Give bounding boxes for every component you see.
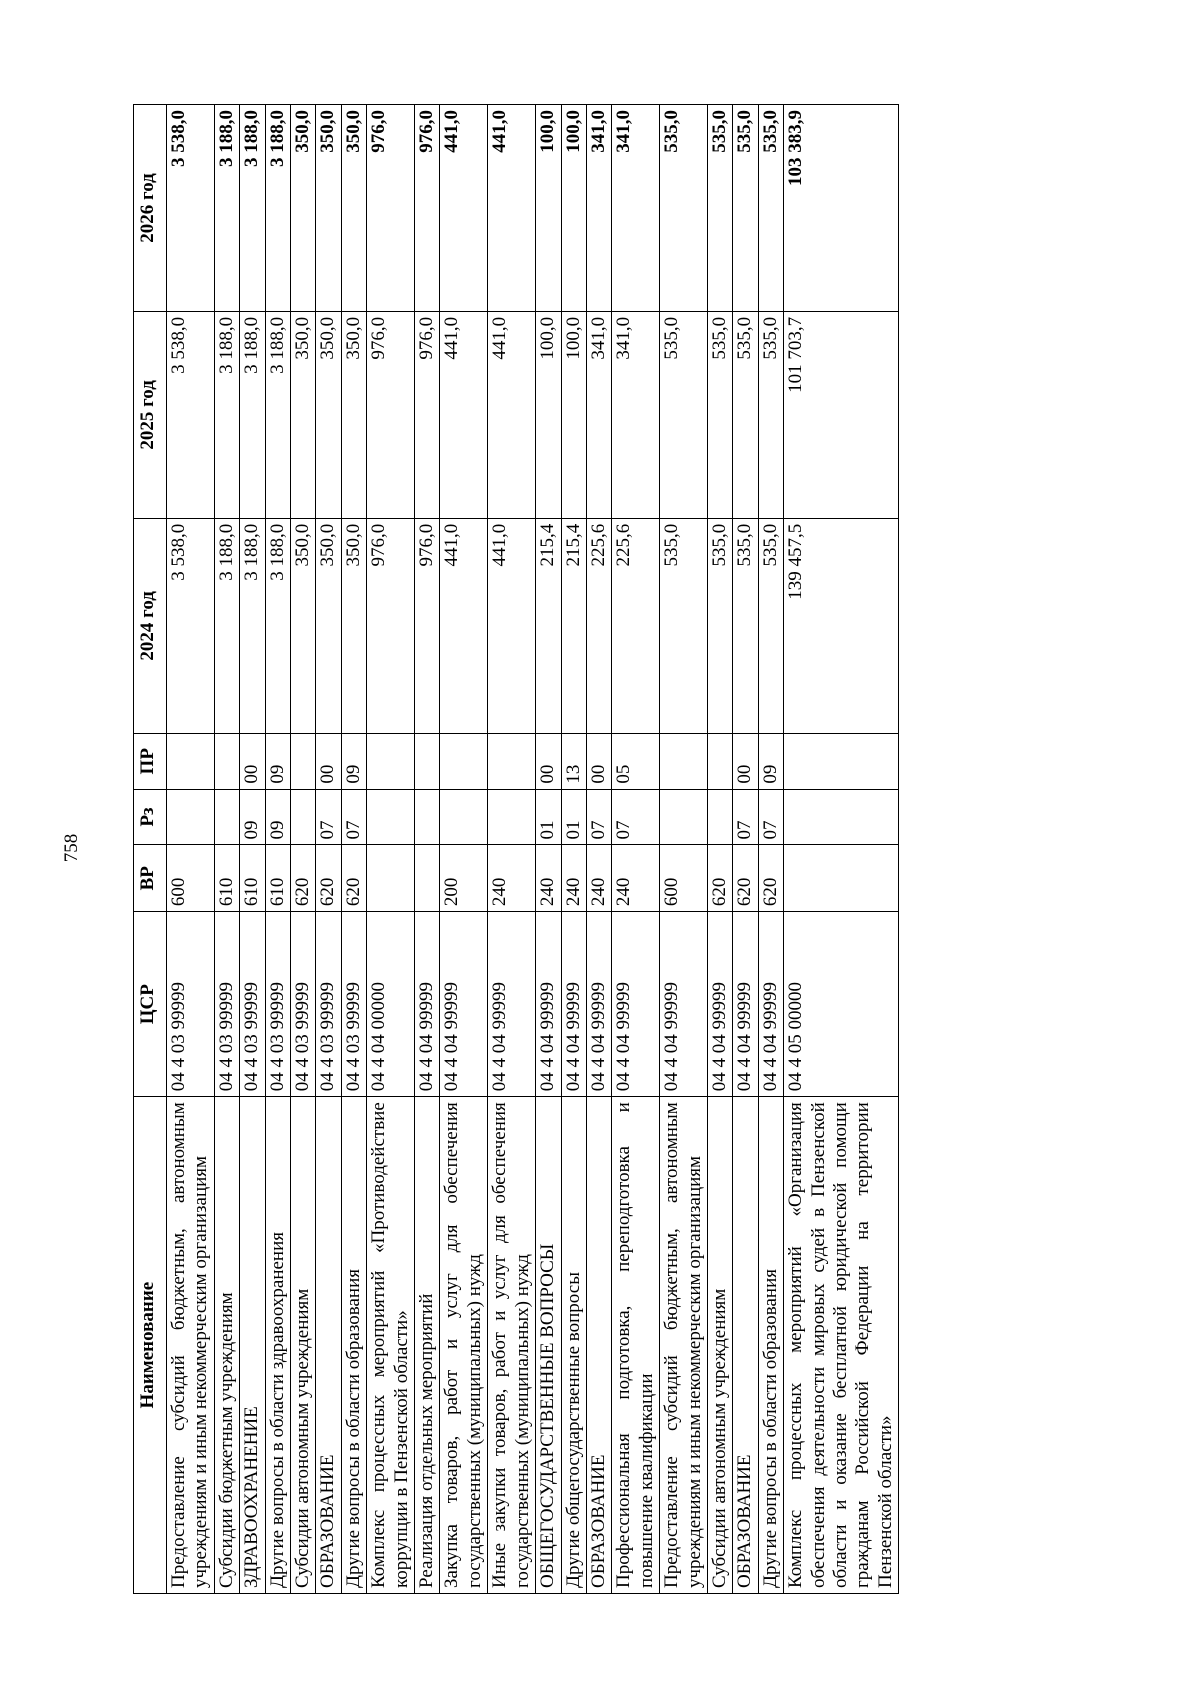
- cell-y2024: 215,4: [561, 518, 586, 733]
- cell-vr: 240: [536, 845, 561, 912]
- cell-pr: 00: [316, 733, 341, 789]
- cell-vr: 620: [733, 845, 758, 912]
- cell-y2025: 976,0: [415, 311, 440, 518]
- cell-name: Профессиональная подготовка, переподготовка и повышение квалификации: [612, 1097, 660, 1594]
- cell-name: ЗДРАВООХРАНЕНИЕ: [240, 1097, 265, 1594]
- table-row: [291, 105, 316, 1594]
- cell-rz: 09: [265, 789, 290, 845]
- cell-y2025: 350,0: [291, 311, 316, 518]
- cell-y2024: 441,0: [440, 518, 488, 733]
- cell-pr: 00: [586, 733, 611, 789]
- cell-y2025: 3 188,0: [214, 311, 239, 518]
- cell-csr: 04 4 04 99999: [612, 912, 660, 1097]
- table-row: [316, 105, 341, 1594]
- cell-y2025: 441,0: [488, 311, 536, 518]
- table-row: [733, 105, 758, 1594]
- cell-rz: 07: [586, 789, 611, 845]
- cell-rz: [415, 789, 440, 845]
- cell-rz: [214, 789, 239, 845]
- table-row: [707, 105, 732, 1594]
- cell-pr: 09: [341, 733, 366, 789]
- cell-vr: 610: [240, 845, 265, 912]
- cell-csr: 04 4 03 99999: [265, 912, 290, 1097]
- cell-pr: [415, 733, 440, 789]
- header-rz: Рз: [134, 789, 167, 845]
- cell-y2025: 535,0: [758, 311, 783, 518]
- cell-vr: 620: [758, 845, 783, 912]
- cell-csr: 04 4 03 99999: [291, 912, 316, 1097]
- cell-y2024: 215,4: [536, 518, 561, 733]
- cell-y2026: 976,0: [415, 105, 440, 312]
- cell-y2026: 341,0: [612, 105, 660, 312]
- cell-y2026: 350,0: [341, 105, 366, 312]
- cell-y2024: 535,0: [660, 518, 708, 733]
- table-row: [536, 105, 561, 1594]
- cell-y2024: 225,6: [586, 518, 611, 733]
- cell-y2024: 225,6: [612, 518, 660, 733]
- rotated-table-wrapper: [133, 104, 1028, 1594]
- cell-y2024: 3 188,0: [214, 518, 239, 733]
- cell-y2026: 350,0: [291, 105, 316, 312]
- cell-name: Комплекс процессных мероприятий «Противодействие коррупции в Пензенской области»: [367, 1097, 415, 1594]
- cell-name: Другие вопросы в области здравоохранения: [265, 1097, 290, 1594]
- cell-name: Реализация отдельных мероприятий: [415, 1097, 440, 1594]
- cell-y2024: 976,0: [415, 518, 440, 733]
- table-row: [214, 105, 239, 1594]
- cell-y2026: 3 188,0: [214, 105, 239, 312]
- cell-y2025: 341,0: [612, 311, 660, 518]
- cell-pr: [784, 733, 899, 789]
- cell-rz: [367, 789, 415, 845]
- cell-csr: 04 4 05 00000: [784, 912, 899, 1097]
- cell-pr: [167, 733, 215, 789]
- cell-pr: 05: [612, 733, 660, 789]
- page-number: 758: [61, 833, 82, 863]
- cell-y2026: 341,0: [586, 105, 611, 312]
- cell-y2024: 350,0: [316, 518, 341, 733]
- cell-name: ОБРАЗОВАНИЕ: [733, 1097, 758, 1594]
- header-pr: ПР: [134, 733, 167, 789]
- cell-y2026: 535,0: [733, 105, 758, 312]
- cell-y2026: 103 383,9: [784, 105, 899, 312]
- cell-y2026: 3 538,0: [167, 105, 215, 312]
- cell-name: Субсидии автономным учреждениям: [707, 1097, 732, 1594]
- table-row: [488, 105, 536, 1594]
- cell-rz: [784, 789, 899, 845]
- budget-table: [133, 104, 899, 1594]
- table-row: [440, 105, 488, 1594]
- cell-y2025: 976,0: [367, 311, 415, 518]
- cell-y2026: 3 188,0: [265, 105, 290, 312]
- cell-name: ОБРАЗОВАНИЕ: [316, 1097, 341, 1594]
- cell-vr: 240: [612, 845, 660, 912]
- cell-pr: 09: [758, 733, 783, 789]
- cell-csr: 04 4 04 00000: [367, 912, 415, 1097]
- cell-y2026: 535,0: [758, 105, 783, 312]
- header-2026: 2026 год: [134, 105, 167, 312]
- cell-name: ОБРАЗОВАНИЕ: [586, 1097, 611, 1594]
- cell-y2025: 350,0: [341, 311, 366, 518]
- cell-vr: [415, 845, 440, 912]
- cell-pr: [488, 733, 536, 789]
- cell-rz: [660, 789, 708, 845]
- cell-y2025: 3 188,0: [240, 311, 265, 518]
- cell-y2026: 100,0: [536, 105, 561, 312]
- cell-y2025: 100,0: [561, 311, 586, 518]
- cell-y2025: 535,0: [660, 311, 708, 518]
- cell-csr: 04 4 04 99999: [586, 912, 611, 1097]
- cell-y2024: 139 457,5: [784, 518, 899, 733]
- cell-csr: 04 4 04 99999: [536, 912, 561, 1097]
- cell-y2026: 441,0: [488, 105, 536, 312]
- cell-csr: 04 4 04 99999: [440, 912, 488, 1097]
- cell-y2026: 535,0: [707, 105, 732, 312]
- cell-y2026: 441,0: [440, 105, 488, 312]
- cell-rz: 07: [612, 789, 660, 845]
- table-row: [784, 105, 899, 1594]
- cell-csr: 04 4 04 99999: [707, 912, 732, 1097]
- cell-y2024: 535,0: [733, 518, 758, 733]
- cell-rz: 07: [758, 789, 783, 845]
- cell-name: ОБЩЕГОСУДАРСТВЕННЫЕ ВОПРОСЫ: [536, 1097, 561, 1594]
- cell-y2025: 535,0: [733, 311, 758, 518]
- cell-vr: 620: [316, 845, 341, 912]
- cell-vr: 610: [214, 845, 239, 912]
- table-row: [265, 105, 290, 1594]
- cell-rz: 01: [536, 789, 561, 845]
- cell-rz: 07: [733, 789, 758, 845]
- cell-csr: 04 4 03 99999: [167, 912, 215, 1097]
- cell-vr: 240: [488, 845, 536, 912]
- table-row: [367, 105, 415, 1594]
- cell-y2024: 3 188,0: [265, 518, 290, 733]
- table-row: [341, 105, 366, 1594]
- cell-y2025: 3 538,0: [167, 311, 215, 518]
- cell-name: Субсидии бюджетным учреждениям: [214, 1097, 239, 1594]
- cell-rz: [167, 789, 215, 845]
- cell-name: Другие общегосударственные вопросы: [561, 1097, 586, 1594]
- cell-pr: 00: [240, 733, 265, 789]
- cell-y2024: 350,0: [291, 518, 316, 733]
- cell-csr: 04 4 04 99999: [733, 912, 758, 1097]
- cell-pr: [367, 733, 415, 789]
- cell-pr: 13: [561, 733, 586, 789]
- cell-vr: [784, 845, 899, 912]
- cell-vr: 240: [561, 845, 586, 912]
- cell-vr: 600: [167, 845, 215, 912]
- cell-vr: 600: [660, 845, 708, 912]
- cell-name: Закупка товаров, работ и услуг для обеспечения государственных (муниципальных) нужд: [440, 1097, 488, 1594]
- cell-rz: [440, 789, 488, 845]
- table-row: [240, 105, 265, 1594]
- cell-csr: 04 4 04 99999: [758, 912, 783, 1097]
- table-row: [415, 105, 440, 1594]
- cell-vr: 610: [265, 845, 290, 912]
- cell-csr: 04 4 03 99999: [214, 912, 239, 1097]
- cell-y2025: 341,0: [586, 311, 611, 518]
- cell-name: Другие вопросы в области образования: [758, 1097, 783, 1594]
- cell-y2025: 350,0: [316, 311, 341, 518]
- cell-pr: 00: [536, 733, 561, 789]
- cell-name: Комплекс процессных мероприятий «Организация обеспечения деятельности мировых судей в Пензенской области и оказание бесплатной юридической помощи гражданам Российской Федерации на территории Пензенской области»: [784, 1097, 899, 1594]
- cell-csr: 04 4 04 99999: [415, 912, 440, 1097]
- cell-pr: [660, 733, 708, 789]
- cell-rz: 01: [561, 789, 586, 845]
- cell-vr: 200: [440, 845, 488, 912]
- cell-y2024: 3 188,0: [240, 518, 265, 733]
- cell-csr: 04 4 04 99999: [488, 912, 536, 1097]
- table-row: [758, 105, 783, 1594]
- table-row: [612, 105, 660, 1594]
- header-vr: ВР: [134, 845, 167, 912]
- header-name: Наименование: [134, 1097, 167, 1594]
- cell-rz: 07: [341, 789, 366, 845]
- cell-y2024: 350,0: [341, 518, 366, 733]
- cell-y2025: 441,0: [440, 311, 488, 518]
- cell-y2024: 535,0: [758, 518, 783, 733]
- table-row: [561, 105, 586, 1594]
- cell-y2025: 535,0: [707, 311, 732, 518]
- cell-y2024: 535,0: [707, 518, 732, 733]
- cell-name: Другие вопросы в области образования: [341, 1097, 366, 1594]
- cell-y2024: 441,0: [488, 518, 536, 733]
- cell-csr: 04 4 04 99999: [660, 912, 708, 1097]
- cell-csr: 04 4 03 99999: [240, 912, 265, 1097]
- cell-pr: 09: [265, 733, 290, 789]
- header-2025: 2025 год: [134, 311, 167, 518]
- cell-csr: 04 4 04 99999: [561, 912, 586, 1097]
- cell-pr: [440, 733, 488, 789]
- cell-y2026: 535,0: [660, 105, 708, 312]
- cell-pr: [707, 733, 732, 789]
- header-row: [134, 105, 167, 1594]
- cell-pr: [214, 733, 239, 789]
- table-header: [134, 105, 167, 1594]
- table-row: [167, 105, 215, 1594]
- cell-vr: 620: [707, 845, 732, 912]
- table-body: [167, 105, 899, 1594]
- cell-rz: [291, 789, 316, 845]
- cell-y2026: 976,0: [367, 105, 415, 312]
- cell-rz: 07: [316, 789, 341, 845]
- cell-y2024: 3 538,0: [167, 518, 215, 733]
- table-row: [660, 105, 708, 1594]
- cell-vr: [367, 845, 415, 912]
- cell-name: Предоставление субсидий бюджетным, автономным учреждениям и иным некоммерческим организациям: [660, 1097, 708, 1594]
- cell-y2025: 100,0: [536, 311, 561, 518]
- cell-csr: 04 4 03 99999: [316, 912, 341, 1097]
- cell-vr: 240: [586, 845, 611, 912]
- cell-vr: 620: [291, 845, 316, 912]
- cell-csr: 04 4 03 99999: [341, 912, 366, 1097]
- table-row: [586, 105, 611, 1594]
- cell-name: Иные закупки товаров, работ и услуг для обеспечения государственных (муниципальных) нужд: [488, 1097, 536, 1594]
- cell-y2025: 3 188,0: [265, 311, 290, 518]
- cell-pr: 00: [733, 733, 758, 789]
- cell-y2026: 350,0: [316, 105, 341, 312]
- cell-rz: [488, 789, 536, 845]
- cell-name: Предоставление субсидий бюджетным, автономным учреждениям и иным некоммерческим организациям: [167, 1097, 215, 1594]
- cell-pr: [291, 733, 316, 789]
- cell-y2024: 976,0: [367, 518, 415, 733]
- cell-rz: 09: [240, 789, 265, 845]
- header-csr: ЦСР: [134, 912, 167, 1097]
- cell-y2026: 100,0: [561, 105, 586, 312]
- cell-rz: [707, 789, 732, 845]
- cell-y2026: 3 188,0: [240, 105, 265, 312]
- cell-name: Субсидии автономным учреждениям: [291, 1097, 316, 1594]
- header-2024: 2024 год: [134, 518, 167, 733]
- cell-y2025: 101 703,7: [784, 311, 899, 518]
- cell-vr: 620: [341, 845, 366, 912]
